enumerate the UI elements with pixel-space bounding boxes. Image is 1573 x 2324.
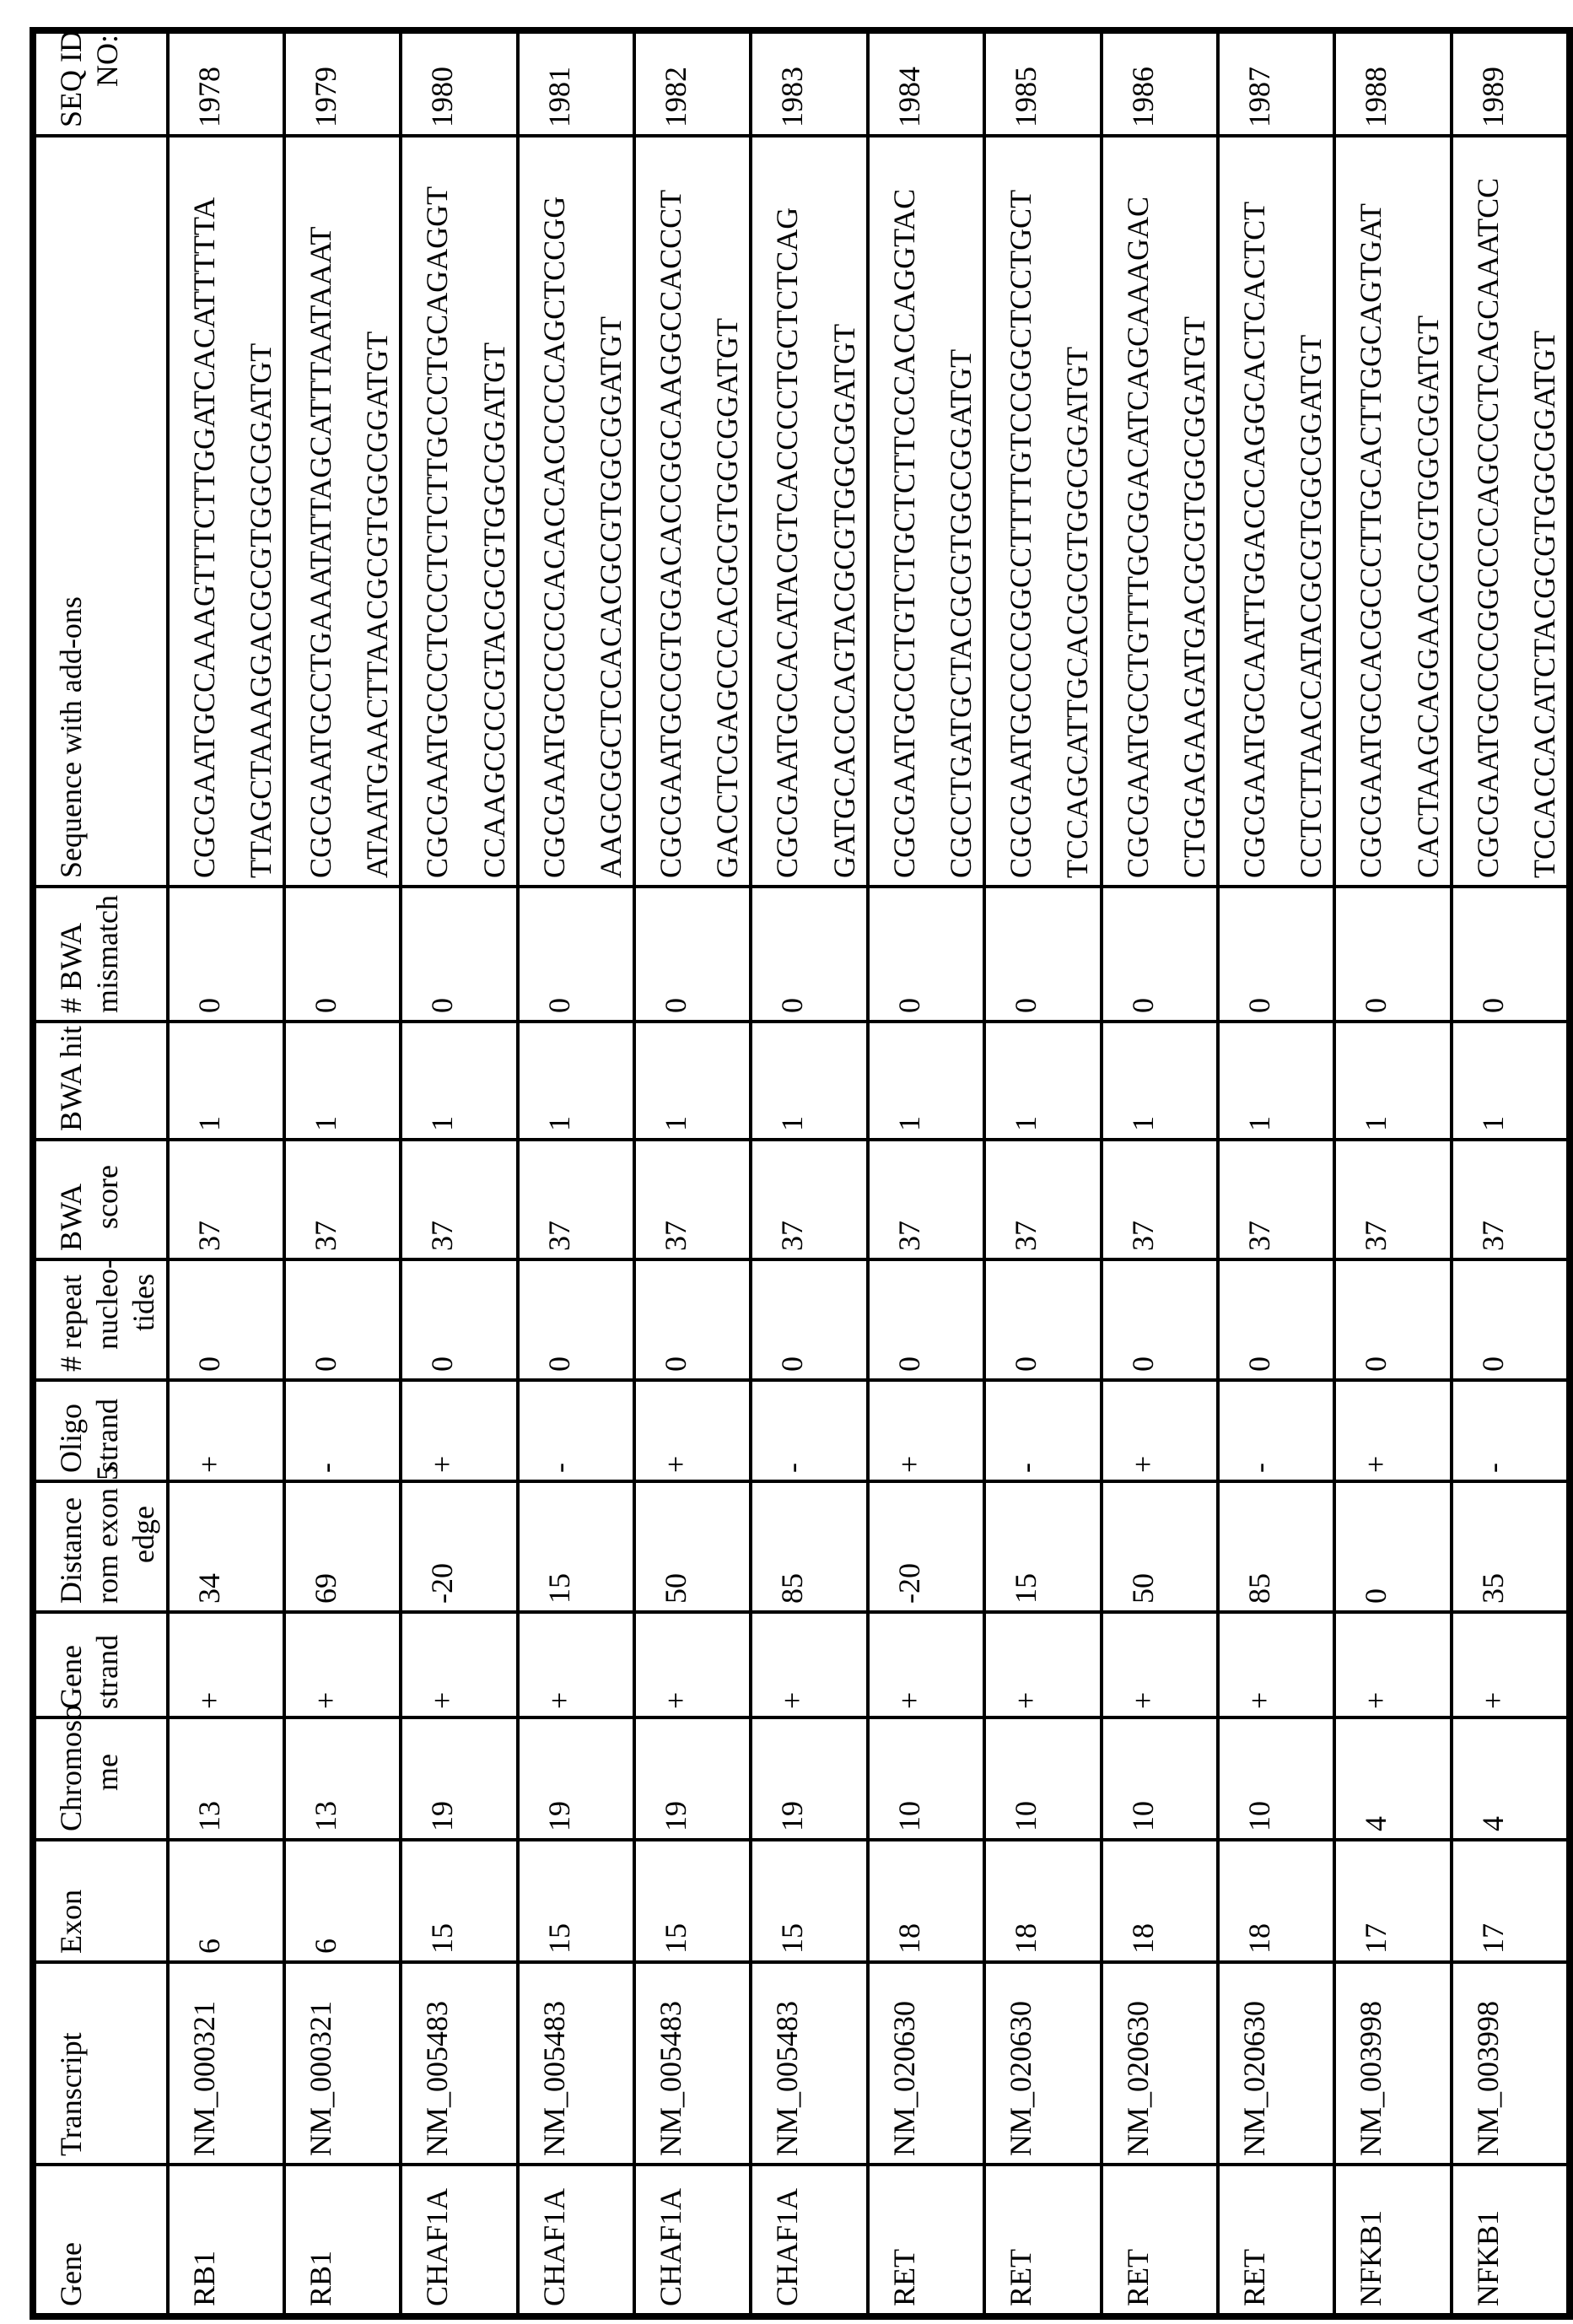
cell-bwa-mismatch: 0 bbox=[1452, 887, 1570, 1022]
cell-distance: 50 bbox=[1102, 1481, 1218, 1612]
cell-sequence bbox=[868, 136, 984, 887]
header-bwa-score bbox=[33, 1140, 168, 1259]
cell-repeat-nucleotides: 0 bbox=[401, 1259, 517, 1380]
cell-gene-strand: + bbox=[1452, 1612, 1570, 1717]
cell-gene-strand: + bbox=[401, 1612, 517, 1717]
cell-distance: 34 bbox=[168, 1481, 284, 1612]
cell-sequence bbox=[634, 136, 751, 887]
cell-seq-id: 1981 bbox=[518, 30, 634, 136]
table-row bbox=[284, 30, 401, 2316]
cell-transcript: NM_000321 bbox=[168, 1962, 284, 2165]
sequence-line-1: CGCGAATGCCACATACGTCACCCCTGCTCTCAG bbox=[770, 207, 805, 878]
cell-bwa-score: 37 bbox=[518, 1140, 634, 1259]
cell-distance: 0 bbox=[1334, 1481, 1451, 1612]
header-row bbox=[33, 30, 168, 2316]
header-bwa-mismatch-line2: mismatch bbox=[90, 895, 125, 1013]
table-row bbox=[1452, 30, 1570, 2316]
cell-bwa-mismatch: 0 bbox=[1334, 887, 1451, 1022]
cell-bwa-mismatch: 0 bbox=[751, 887, 867, 1022]
header-gene-strand-line2: strand bbox=[90, 1635, 125, 1709]
header-seq-id-line1: SEQ ID bbox=[54, 30, 88, 127]
cell-chromosome: 10 bbox=[1218, 1717, 1334, 1840]
cell-chromosome: 10 bbox=[984, 1717, 1101, 1840]
sequence-line-2: ATAATGAACTTAACGCGTGGCGGATGT bbox=[360, 331, 395, 878]
cell-seq-id: 1984 bbox=[868, 30, 984, 136]
cell-transcript: NM_003998 bbox=[1452, 1962, 1570, 2165]
cell-repeat-nucleotides: 0 bbox=[868, 1259, 984, 1380]
header-chromosome-line1: Chromoso bbox=[54, 1704, 88, 1831]
header-gene-strand-line1: Gene bbox=[54, 1645, 88, 1709]
cell-oligo-strand: + bbox=[868, 1380, 984, 1481]
cell-gene-strand: + bbox=[984, 1612, 1101, 1717]
cell-oligo-strand: + bbox=[1102, 1380, 1218, 1481]
sequence-line-1: CGCGAATGCCACGCCCTTGCACTTGGCAGTGAT bbox=[1354, 202, 1388, 878]
cell-gene-strand: + bbox=[168, 1612, 284, 1717]
header-chromosome-line2: me bbox=[90, 1754, 125, 1791]
header-bwa-mismatch-line1: # BWA bbox=[54, 923, 88, 1013]
sequence-line-1: CGCGAATGCCTGAAATATTAGCATTTAATAAAT bbox=[303, 226, 337, 878]
cell-bwa-hit: 1 bbox=[1452, 1022, 1570, 1140]
cell-seq-id: 1983 bbox=[751, 30, 867, 136]
cell-exon: 18 bbox=[1102, 1840, 1218, 1962]
sequence-line-1: CGCGAATGCCCCGGCCTTTTGTCCGGCTCCTGCT bbox=[1004, 189, 1038, 878]
header-bwa-mismatch bbox=[33, 887, 168, 1022]
sequence-line-1: CGCGAATGCCCTGTCTGCTCTTCCCACCAGGTAC bbox=[886, 188, 921, 878]
cell-gene-strand: + bbox=[1102, 1612, 1218, 1717]
cell-sequence bbox=[1102, 136, 1218, 887]
cell-transcript: NM_000321 bbox=[284, 1962, 401, 2165]
cell-repeat-nucleotides: 0 bbox=[1452, 1259, 1570, 1380]
cell-bwa-hit: 1 bbox=[1102, 1022, 1218, 1140]
cell-seq-id: 1985 bbox=[984, 30, 1101, 136]
cell-bwa-mismatch: 0 bbox=[518, 887, 634, 1022]
cell-oligo-strand: - bbox=[1452, 1380, 1570, 1481]
cell-gene: NFKB1 bbox=[1452, 2165, 1570, 2316]
cell-bwa-score: 37 bbox=[751, 1140, 867, 1259]
cell-exon: 17 bbox=[1452, 1840, 1570, 1962]
cell-seq-id: 1988 bbox=[1334, 30, 1451, 136]
cell-seq-id: 1986 bbox=[1102, 30, 1218, 136]
cell-seq-id: 1978 bbox=[168, 30, 284, 136]
cell-bwa-hit: 1 bbox=[518, 1022, 634, 1140]
sequence-line-1: CGCGAATGCCAAAGTTTCTTGGATCACATTTTTA bbox=[186, 197, 221, 878]
sequence-line-2: CCAAGCCCCGTACGCGTGGCGGATGT bbox=[477, 342, 511, 878]
sequence-line-1: CGCGAATGCCTGTTTGCGGACATCAGCAAAGAC bbox=[1120, 196, 1155, 878]
cell-oligo-strand: + bbox=[1334, 1380, 1451, 1481]
header-repeat-line1: # repeat bbox=[54, 1275, 88, 1372]
cell-bwa-mismatch: 0 bbox=[1218, 887, 1334, 1022]
sequence-line-2: GACCTCGAGCCCACGCGTGGCGGATGT bbox=[710, 317, 745, 878]
cell-gene: CHAF1A bbox=[634, 2165, 751, 2316]
header-oligo-strand-line1: Oligo bbox=[54, 1403, 88, 1473]
cell-bwa-score: 37 bbox=[284, 1140, 401, 1259]
cell-bwa-hit: 1 bbox=[1218, 1022, 1334, 1140]
cell-chromosome: 10 bbox=[1102, 1717, 1218, 1840]
cell-gene: RB1 bbox=[284, 2165, 401, 2316]
cell-exon: 6 bbox=[284, 1840, 401, 1962]
cell-bwa-score: 37 bbox=[984, 1140, 1101, 1259]
cell-bwa-hit: 1 bbox=[634, 1022, 751, 1140]
cell-bwa-mismatch: 0 bbox=[634, 887, 751, 1022]
cell-exon: 15 bbox=[518, 1840, 634, 1962]
cell-oligo-strand: + bbox=[634, 1380, 751, 1481]
header-gene bbox=[33, 2165, 168, 2316]
cell-repeat-nucleotides: 0 bbox=[1218, 1259, 1334, 1380]
cell-repeat-nucleotides: 0 bbox=[1102, 1259, 1218, 1380]
cell-oligo-strand: + bbox=[401, 1380, 517, 1481]
cell-repeat-nucleotides: 0 bbox=[518, 1259, 634, 1380]
cell-transcript: NM_005483 bbox=[401, 1962, 517, 2165]
header-distance-line1: Distance bbox=[54, 1497, 88, 1604]
cell-exon: 15 bbox=[751, 1840, 867, 1962]
cell-gene-strand: + bbox=[518, 1612, 634, 1717]
header-bwa-score-line1: BWA bbox=[54, 1184, 88, 1251]
sequence-line-2: GATGCACCCAGTACGCGTGGCGGATGT bbox=[827, 323, 861, 878]
cell-bwa-score: 37 bbox=[1334, 1140, 1451, 1259]
cell-seq-id: 1989 bbox=[1452, 30, 1570, 136]
header-oligo-strand bbox=[33, 1380, 168, 1481]
cell-exon: 18 bbox=[984, 1840, 1101, 1962]
cell-seq-id: 1980 bbox=[401, 30, 517, 136]
cell-exon: 18 bbox=[1218, 1840, 1334, 1962]
header-oligo-strand-line2: strand bbox=[90, 1399, 125, 1473]
header-seq-id bbox=[33, 30, 168, 136]
cell-distance: 50 bbox=[634, 1481, 751, 1612]
header-distance-line3: edge bbox=[127, 1506, 161, 1563]
cell-bwa-hit: 1 bbox=[168, 1022, 284, 1140]
cell-chromosome: 13 bbox=[168, 1717, 284, 1840]
cell-sequence bbox=[284, 136, 401, 887]
cell-bwa-score: 37 bbox=[634, 1140, 751, 1259]
header-bwa-hit bbox=[33, 1022, 168, 1140]
cell-sequence bbox=[984, 136, 1101, 887]
table-row bbox=[1218, 30, 1334, 2316]
cell-bwa-hit: 1 bbox=[751, 1022, 867, 1140]
cell-oligo-strand: - bbox=[518, 1380, 634, 1481]
header-exon bbox=[33, 1840, 168, 1962]
cell-transcript: NM_020630 bbox=[984, 1962, 1101, 2165]
cell-seq-id: 1987 bbox=[1218, 30, 1334, 136]
header-chromosome bbox=[33, 1704, 168, 1840]
cell-sequence bbox=[1218, 136, 1334, 887]
cell-gene-strand: + bbox=[634, 1612, 751, 1717]
header-sequence-label: Sequence with add-ons bbox=[54, 596, 88, 878]
header-bwa-score-line2: score bbox=[90, 1165, 125, 1229]
cell-gene-strand: + bbox=[284, 1612, 401, 1717]
header-distance-line2: rom exon 5 bbox=[90, 1465, 125, 1604]
cell-transcript: NM_005483 bbox=[518, 1962, 634, 2165]
cell-bwa-score: 37 bbox=[168, 1140, 284, 1259]
table-row bbox=[1334, 30, 1451, 2316]
table-row bbox=[984, 30, 1101, 2316]
table-row bbox=[751, 30, 867, 2316]
sequence-line-2: CTGGAGAAGATGACGCGTGGCGGATGT bbox=[1177, 316, 1211, 878]
cell-oligo-strand: - bbox=[751, 1380, 867, 1481]
cell-distance: 85 bbox=[751, 1481, 867, 1612]
cell-distance: 35 bbox=[1452, 1481, 1570, 1612]
header-repeat-line3: tides bbox=[127, 1274, 161, 1331]
sequence-line-2: TTAGCTAAAGGACGCGTGGCGGATGT bbox=[243, 342, 277, 878]
sequence-line-1: CGCGAATGCCAATTGGACCCAGGCACTCACTCT bbox=[1236, 201, 1271, 878]
cell-bwa-score: 37 bbox=[1452, 1140, 1570, 1259]
cell-distance: -20 bbox=[868, 1481, 984, 1612]
cell-gene-strand: + bbox=[751, 1612, 867, 1717]
cell-distance: 85 bbox=[1218, 1481, 1334, 1612]
table-row bbox=[518, 30, 634, 2316]
cell-transcript: NM_020630 bbox=[1102, 1962, 1218, 2165]
cell-repeat-nucleotides: 0 bbox=[984, 1259, 1101, 1380]
header-repeat-line2: nucleo- bbox=[90, 1259, 125, 1350]
cell-bwa-mismatch: 0 bbox=[401, 887, 517, 1022]
sequence-line-1: CGCGAATGCCCCGGCCCCAGCCCTCAGCAAATCC bbox=[1470, 177, 1505, 878]
cell-gene: CHAF1A bbox=[751, 2165, 867, 2316]
cell-bwa-hit: 1 bbox=[984, 1022, 1101, 1140]
cell-bwa-hit: 1 bbox=[401, 1022, 517, 1140]
sequence-line-1: CGCGAATGCCCCCCACACCACCCCCAGCTCCGG bbox=[536, 196, 571, 878]
sequence-line-2: CACTAAGCAGGAACGCGTGGCGGATGT bbox=[1410, 315, 1445, 878]
cell-transcript: NM_003998 bbox=[1334, 1962, 1451, 2165]
cell-gene: RET bbox=[1102, 2165, 1218, 2316]
rotated-table-wrapper bbox=[30, 30, 1561, 2320]
cell-distance: 69 bbox=[284, 1481, 401, 1612]
cell-chromosome: 4 bbox=[1334, 1717, 1451, 1840]
table-row bbox=[634, 30, 751, 2316]
cell-bwa-score: 37 bbox=[401, 1140, 517, 1259]
sequence-line-2: AAGCGGCTCCACACGCGTGGCGGATGT bbox=[593, 315, 628, 878]
header-gene-label: Gene bbox=[54, 2242, 88, 2306]
cell-bwa-score: 37 bbox=[868, 1140, 984, 1259]
cell-bwa-score: 37 bbox=[1218, 1140, 1334, 1259]
sequence-line-2: CGCCTGATGCTACGCGTGGCGGATGT bbox=[944, 348, 978, 878]
cell-transcript: NM_020630 bbox=[868, 1962, 984, 2165]
header-sequence bbox=[33, 136, 168, 887]
header-seq-id-line2: NO: bbox=[90, 35, 125, 87]
cell-transcript: NM_005483 bbox=[634, 1962, 751, 2165]
cell-sequence bbox=[168, 136, 284, 887]
table-row bbox=[868, 30, 984, 2316]
cell-gene-strand: + bbox=[1334, 1612, 1451, 1717]
cell-repeat-nucleotides: 0 bbox=[634, 1259, 751, 1380]
cell-gene: RB1 bbox=[168, 2165, 284, 2316]
cell-gene: RET bbox=[984, 2165, 1101, 2316]
header-distance bbox=[33, 1465, 168, 1612]
cell-repeat-nucleotides: 0 bbox=[751, 1259, 867, 1380]
cell-transcript: NM_020630 bbox=[1218, 1962, 1334, 2165]
cell-gene: CHAF1A bbox=[401, 2165, 517, 2316]
table-body bbox=[168, 30, 1570, 2316]
cell-exon: 18 bbox=[868, 1840, 984, 1962]
cell-distance: -20 bbox=[401, 1481, 517, 1612]
cell-repeat-nucleotides: 0 bbox=[168, 1259, 284, 1380]
cell-bwa-mismatch: 0 bbox=[1102, 887, 1218, 1022]
cell-repeat-nucleotides: 0 bbox=[284, 1259, 401, 1380]
cell-oligo-strand: - bbox=[1218, 1380, 1334, 1481]
oligo-design-table bbox=[30, 27, 1573, 2320]
cell-chromosome: 19 bbox=[751, 1717, 867, 1840]
header-repeat-nucleotides bbox=[33, 1259, 168, 1380]
cell-exon: 17 bbox=[1334, 1840, 1451, 1962]
cell-chromosome: 13 bbox=[284, 1717, 401, 1840]
cell-bwa-mismatch: 0 bbox=[984, 887, 1101, 1022]
cell-sequence bbox=[751, 136, 867, 887]
cell-bwa-mismatch: 0 bbox=[868, 887, 984, 1022]
cell-chromosome: 19 bbox=[518, 1717, 634, 1840]
table-row bbox=[401, 30, 517, 2316]
cell-exon: 15 bbox=[401, 1840, 517, 1962]
cell-gene-strand: + bbox=[868, 1612, 984, 1717]
header-exon-label: Exon bbox=[54, 1890, 88, 1954]
cell-sequence bbox=[518, 136, 634, 887]
cell-gene-strand: + bbox=[1218, 1612, 1334, 1717]
cell-bwa-hit: 1 bbox=[1334, 1022, 1451, 1140]
cell-chromosome: 19 bbox=[401, 1717, 517, 1840]
cell-chromosome: 19 bbox=[634, 1717, 751, 1840]
cell-seq-id: 1982 bbox=[634, 30, 751, 136]
cell-exon: 15 bbox=[634, 1840, 751, 1962]
header-bwa-hit-label: BWA hit bbox=[54, 1025, 88, 1131]
cell-bwa-score: 37 bbox=[1102, 1140, 1218, 1259]
sequence-line-2: TCCAGCATTGCACGCGTGGCGGATGT bbox=[1060, 346, 1095, 878]
cell-distance: 15 bbox=[518, 1481, 634, 1612]
cell-sequence bbox=[1334, 136, 1451, 887]
cell-oligo-strand: - bbox=[284, 1380, 401, 1481]
cell-gene: CHAF1A bbox=[518, 2165, 634, 2316]
sequence-line-2: TCCACCACATCTACGCGTGGCGGATGT bbox=[1527, 330, 1561, 878]
table-row bbox=[168, 30, 284, 2316]
sequence-line-1: CGCGAATGCCCTCCCTCTCTTGCCCTGCAGAGGT bbox=[420, 186, 455, 878]
cell-gene: RET bbox=[1218, 2165, 1334, 2316]
cell-oligo-strand: + bbox=[168, 1380, 284, 1481]
cell-bwa-mismatch: 0 bbox=[284, 887, 401, 1022]
cell-bwa-mismatch: 0 bbox=[168, 887, 284, 1022]
sequence-line-1: CGCGAATGCCGTGGACACCGGCAAGGCCACCCT bbox=[654, 189, 688, 878]
cell-transcript: NM_005483 bbox=[751, 1962, 867, 2165]
cell-exon: 6 bbox=[168, 1840, 284, 1962]
sequence-line-2: CCTCTTAACCATACGCGTGGCGGATGT bbox=[1294, 334, 1328, 878]
table-row bbox=[1102, 30, 1218, 2316]
cell-gene: RET bbox=[868, 2165, 984, 2316]
cell-chromosome: 10 bbox=[868, 1717, 984, 1840]
cell-bwa-hit: 1 bbox=[284, 1022, 401, 1140]
cell-sequence bbox=[401, 136, 517, 887]
cell-sequence bbox=[1452, 136, 1570, 887]
cell-bwa-hit: 1 bbox=[868, 1022, 984, 1140]
header-transcript-label: Transcript bbox=[54, 2032, 88, 2156]
cell-gene: NFKB1 bbox=[1334, 2165, 1451, 2316]
cell-repeat-nucleotides: 0 bbox=[1334, 1259, 1451, 1380]
cell-oligo-strand: - bbox=[984, 1380, 1101, 1481]
header-transcript bbox=[33, 1962, 168, 2165]
cell-distance: 15 bbox=[984, 1481, 1101, 1612]
cell-seq-id: 1979 bbox=[284, 30, 401, 136]
header-gene-strand bbox=[33, 1612, 168, 1717]
cell-chromosome: 4 bbox=[1452, 1717, 1570, 1840]
